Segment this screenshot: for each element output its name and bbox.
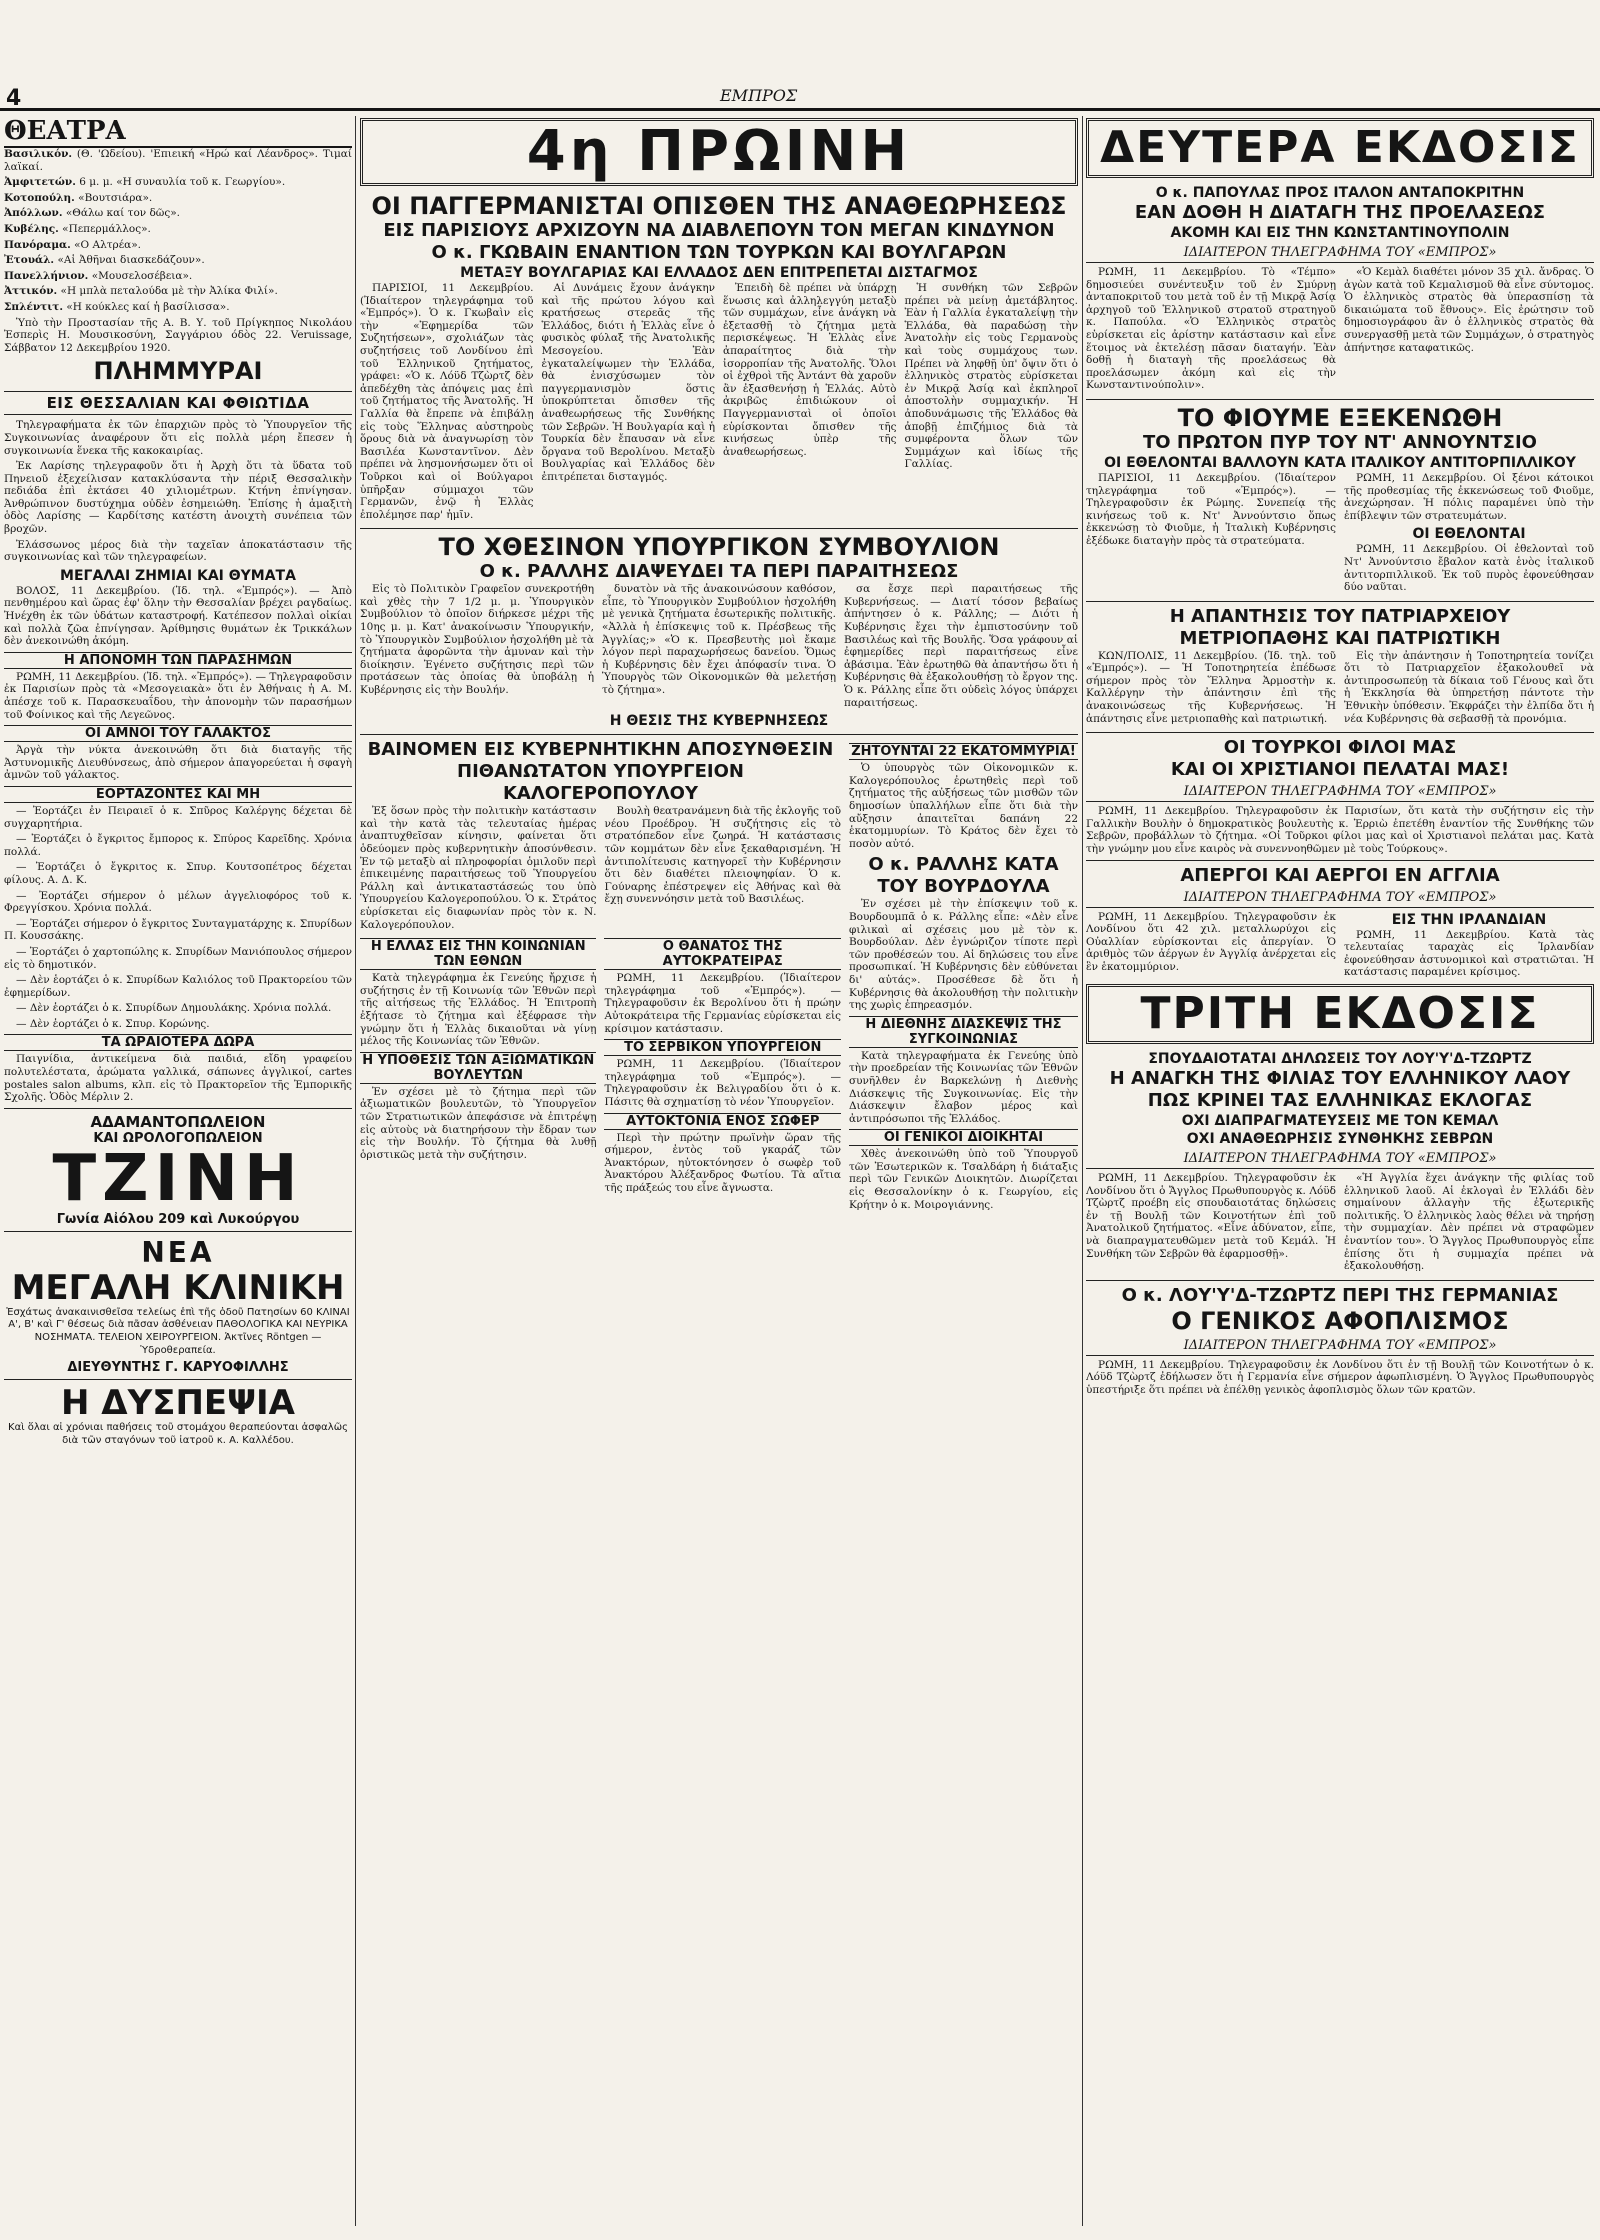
left-column (4, 116, 352, 2226)
headline: ΑΚΟΜΗ ΚΑΙ ΕΙΣ ΤΗΝ ΚΩΝΣΤΑΝΤΙΝΟΥΠΟΛΙΝ (1170, 225, 1510, 241)
text-column (905, 282, 1079, 524)
feast-list (4, 805, 352, 1031)
brief-text: ΡΩΜΗ, 11 Δεκεμβρίου. (Ἰδ. τηλ. «Ἐμπρός»). — Τηλεγραφοῦσιν ἐκ Παρισίων πρὸς τὰ «Μεσογειακὰ» ὅτι ἐν Ἀθήναις ἡ Α. Μ. ἀπέσχε τοῦ κ. Παρασκευαΐδου, τὴν ἀπονομὴν τῶν παρασήμων τοῦ Φοίνικος καὶ τῆς Λεγεῶνος. (4, 670, 352, 721)
paragraph: ΡΩΜΗ, 11 Δεκεμβρίου. Οἱ ξένοι κάτοικοι τῆς προθεσμίας τῆς ἐκκενώσεως τοῦ Φιοῦμε, ἀνεχώρησαν. Ἡ πόλις παραμένει ὑπὸ τὴν ἐπίβλεψιν τῶν στρατευμάτων. (1344, 471, 1594, 522)
theatre-name: Πανελλήνιον. (4, 269, 89, 282)
divider (1086, 860, 1594, 861)
brief-text: Ὁ ὑπουργὸς τῶν Οἰκονομικῶν κ. Καλογερόπουλος ἐρωτηθεὶς περὶ τοῦ ζητήματος τῆς αὐξήσεως τῶν μισθῶν τῶν δημοσίων ὑπαλλήλων εἶπε ὅτι διὰ τὴν αὔξησιν ἀπαιτεῖται δαπάνη 22 ἑκατομμυρίων. Τὸ Κράτος δὲν ἔχει τὸ ποσὸν αὐτό. (848, 762, 1078, 850)
article-body (1086, 266, 1594, 395)
paragraph: Εἰς τὸ Πολιτικὸν Γραφεῖον συνεκροτήθη καὶ χθὲς τὴν 7 1/2 μ. μ. Ὑπουργικὸν Συμβούλιον τὸ ὁποῖον διήρκεσε μέχρι τῆς 10ης μ. μ. Κατ' ἀνακοίνωσιν Ὑπουργικήν, τὸ Ὑπουργικὸν Συμβούλιον ἠσχολήθη μὲ τὰ ζητήματα ἀφορῶντα τὴν ἀμυναν καὶ τὴν διοίκησιν. Ἐγένετο συζήτησις περὶ τῶν προτάσεων τὰς ὁποίας θὰ ὑποβάλῃ ἡ Κυβέρνησις εἰς τὴν Βουλήν. (360, 583, 594, 697)
divider (4, 1379, 352, 1380)
council-article-body (360, 583, 1078, 712)
politics-briefs (360, 934, 841, 1198)
paragraph: ΡΩΜΗ, 11 Δεκεμβρίου. Τηλεγραφοῦσιν ἐκ Λονδίνου ὅτι 42 χιλ. μεταλλωρύχοι εἰς Οὐαλλίαν εὑρίσκονται εἰς ἀπεργίαν. Ὁ ἀριθμὸς τῶν ἀέργων ἐν Ἀγγλίᾳ ἀνέρχεται εἰς ἓν ἑκατομμύριον. (1086, 910, 1336, 973)
feast-item: — Ἐορτάζει ὁ ἔγκριτος ἔμπορος κ. Σπύρος Καρεῖδης. Χρόνια πολλά. (4, 833, 352, 858)
text-column (604, 805, 840, 934)
brief-item (4, 652, 352, 721)
brief-item (4, 725, 352, 782)
feast-item: — Δὲν ἑορτάζει ὁ κ. Σπυρ. Κορώνης. (16, 1017, 210, 1030)
headline: ΟΧΙ ΑΝΑΘΕΩΡΗΣΙΣ ΣΥΝΘΗΚΗΣ ΣΕΒΡΩΝ (1186, 1131, 1494, 1147)
brief-headline: ΕΟΡΤΑΖΟΝΤΕΣ ΚΑΙ ΜΗ (4, 786, 352, 803)
feast-item: — Ἐορτάζει σήμερον ὁ ἔγκριτος Συνταγματάρχης κ. Σπυρίδων Π. Κουσσάκης. (4, 917, 352, 943)
brief-headline: ΤΟ ΣΕΡΒΙΚΟΝ ΥΠΟΥΡΓΕΙΟΝ (604, 1039, 840, 1056)
theatre-name: Ἀπόλλων. (4, 207, 63, 220)
brief-headline: Η ΥΠΟΘΕΣΙΣ ΤΩΝ ΑΞΙΩΜΑΤΙΚΩΝ ΒΟΥΛΕΥΤΩΝ (360, 1052, 596, 1084)
theatre-listing (4, 176, 352, 189)
brief-item (4, 1034, 352, 1103)
brief-text: ΡΩΜΗ, 11 Δεκεμβρίου. (Ἰδιαίτερον τηλεγράφημα τοῦ «Ἐμπρός»). — Τηλεγραφοῦσιν ἐκ Βελιγραδίου ὅτι ὁ κ. Πάσιτς θὰ σχηματίσῃ τὸ νέον Ὑπουργεῖον. (604, 1058, 841, 1108)
brief-text: Παιγνίδια, ἀντικείμενα διὰ παιδιά, εἴδη γραφείου πολυτελέστατα, ἀρώματα γαλλικά, σάπωνες ἀγγλικοί, cartes postales salon albums, κλπ. εἰς τὸ Πρακτορεῖον τῆς Ἐμπορικῆς Σχολῆς. Ὁδὸς Μέρλιν 2. (4, 1053, 352, 1104)
headline: Η ΑΝΑΓΚΗ ΤΗΣ ΦΙΛΙΑΣ ΤΟΥ ΕΛΛΗΝΙΚΟΥ ΛΑΟΥ (1109, 1068, 1571, 1089)
flood-paragraph: Τηλεγραφήματα ἐκ τῶν ἐπαρχιῶν πρὸς τὸ Ὑπουργεῖον τῆς Συγκοινωνίας ἀναφέρουν ὅτι εἰς πολλὰ μέρη ἔπεσεν ἡ συγκοινωνία ἕνεκα τῆς κακοκαιρίας. (4, 419, 352, 457)
headline: Η ΑΠΑΝΤΗΣΙΣ ΤΟΥ ΠΑΤΡΙΑΡΧΕΙΟΥ (1169, 605, 1511, 627)
council-headline: ΤΟ ΧΘΕΣΙΝΟΝ ΥΠΟΥΡΓΙΚΟΝ ΣΥΜΒΟΥΛΙΟΝ (438, 533, 1000, 562)
headline: ΤΟ ΦΙΟΥΜΕ ΕΞΕΚΕΝΩΘΗ (1177, 403, 1503, 432)
brief-headline: Ο ΘΑΝΑΤΟΣ ΤΗΣ ΑΥΤΟΚΡΑΤΕΙΡΑΣ (604, 938, 840, 970)
advertisement-dyspepsia (4, 1384, 352, 1447)
brief-text: Ἀργὰ τὴν νύκτα ἀνεκοινώθη ὅτι διὰ διαταγῆς τῆς Ἀστυνομικῆς Διευθύνσεως, ἀπὸ σήμερον ἀπαγορεύεται ἡ σφαγὴ ἀμνῶν τοῦ γάλακτος. (4, 744, 352, 782)
brief-headline: Η ΔΙΕΘΝΗΣ ΔΙΑΣΚΕΨΙΣ ΤΗΣ ΣΥΓΚΟΙΝΩΝΙΑΣ (849, 1016, 1078, 1048)
paragraph: ΡΩΜΗ, 11 Δεκεμβρίου. Τηλεγραφοῦσιν ἐκ Λονδίνου ὅτι ὁ Ἄγγλος Πρωθυπουργὸς κ. Λόϋδ Τζὼρτζ προέβη εἰς σπουδαιοτάτας δηλώσεις ἐν τῇ Βουλῇ τῶν Κοινοτήτων ἐπὶ τοῦ Ἀνατολικοῦ ζητήματος. «Εἶνε ἀδύνατον, εἶπε, νὰ διαπραγματευθῶμεν μετὰ τοῦ Κεμάλ. Ἡ Συνθήκη τῶν Σεβρῶν θὰ ἐφαρμοσθῇ». (1086, 1172, 1336, 1260)
feast-item: — Ἐορτάζει ὁ ἔγκριτος κ. Σπυρ. Κουτσοπέτρος δέχεται φίλους. Α. Δ. Κ. (4, 861, 352, 886)
side-briefs (849, 739, 1078, 1215)
politics-article (360, 739, 841, 1215)
theatre-program: «Πεπερμάλλος». (62, 222, 151, 235)
text-column (360, 282, 534, 524)
brief-item (360, 1052, 596, 1162)
theatre-listing (4, 223, 352, 236)
lead-subhead: ΕΙΣ ΠΑΡΙΣΙΟΥΣ ΑΡΧΙΖΟΥΝ ΝΑ ΔΙΑΒΛΕΠΟΥΝ ΤΟΝ ΜΕΓΑΝ ΚΙΝΔΥΝΟΝ (383, 220, 1055, 241)
brief-text: Χθὲς ἀνεκοινώθη ὑπὸ τοῦ Ὑπουργοῦ τῶν Ἐσωτερικῶν κ. Τσαλδάρη ἡ διάταξις περὶ τῶν Γενικῶν Διοικητῶν. Διωρίζεται εἰς Θεσσαλονίκην ὁ κ. Γεωργίου, εἰς Κρήτην ὁ κ. Μοιρογιάννης. (848, 1148, 1078, 1211)
divider (1086, 732, 1594, 733)
theatre-listing (4, 254, 352, 267)
article-body (1086, 911, 1594, 982)
brief-item (604, 938, 840, 1035)
divider (1086, 1280, 1594, 1281)
divider (1086, 601, 1594, 602)
theatre-name: Κυβέλης. (4, 222, 59, 235)
theatre-listing (4, 270, 352, 283)
theatre-name: Ἐτουάλ. (4, 254, 55, 267)
headline: ΟΧΙ ΔΙΑΠΡΑΓΜΑΤΕΥΣΕΙΣ ΜΕ ΤΟΝ ΚΕΜΑΛ (1181, 1113, 1499, 1129)
dateline: ΙΔΙΑΙΤΕΡΟΝ ΤΗΛΕΓΡΑΦΗΜΑ ΤΟΥ «ΕΜΠΡΟΣ» (1086, 784, 1594, 802)
text-column (360, 583, 594, 712)
theatre-listing (4, 148, 352, 173)
paragraph: Αἱ Δυνάμεις ἔχουν ἀνάγκην καὶ τῆς πρώτου λόγου καὶ κρατήσεως στερεᾶς τῆς Ἑλλάδος, διότι ἡ Ἑλλὰς εἶνε ὁ φυσικὸς φύλαξ τῆς Ἀνατολικῆς Μεσογείου. Ἐὰν ἐγκαταλείψωμεν τὴν Ἑλλάδα, θὰ ἐνισχύσωμεν τὸν παγγερμανισμὸν ὅστις ὑποκρύπτεται ὄπισθεν τῆς ἀναθεωρήσεως τῆς Συνθήκης τῶν Σεβρῶν. Ἡ Βουλγαρία καὶ ἡ Τουρκία δὲν ἔπαυσαν νὰ εἶνε ὄργανα τοῦ Βερολίνου. Μεταξὺ Βουλγαρίας καὶ Ἑλλάδος δὲν ἐπιτρέπεται δισταγμός. (541, 282, 715, 483)
paragraph: σα ἔσχε περὶ παραιτήσεως τῆς Κυβερνήσεως. — Διατί τόσον βεβαίως ἀπήντησεν ὁ κ. Ράλλης; — Διότι ἡ Κυβέρνησις ἔχει τὴν ἐμπιστοσύνην τοῦ Βασιλέως καὶ τῆς Βουλῆς. Ὅσα γράφουν αἱ ἐφημερίδες περὶ παραιτήσεως εἶνε ἀβάσιμα. Ἐὰν ἐρωτηθῶ θὰ ἀπαντήσω ὅτι ἡ Κυβέρνησις θὰ ἐξακολουθήσῃ τὸ ἔργον της. Ὁ κ. Ράλλης εἶπε ὅτι οὐδεὶς λόγος ὑπάρχει παραιτήσεως. (844, 583, 1078, 709)
divider (360, 528, 1078, 529)
theatre-listing (4, 301, 352, 314)
lead-headline: ΟΙ ΠΑΓΓΕΡΜΑΝΙΣΤΑΙ ΟΠΙΣΘΕΝ ΤΗΣ ΑΝΑΘΕΩΡΗΣΕΩΣ (371, 192, 1067, 220)
brief-item (849, 1129, 1078, 1211)
brief-text: Κατὰ τηλεγράφημα ἐκ Γενεύης ἤρχισε ἡ συζήτησις ἐν τῇ Κοινωνίᾳ τῶν Ἐθνῶν περὶ τῆς αἰτήσεως τῆς Ἑλλάδος. Ἡ Ἐπιτροπὴ ἐξήτασε τὸ ζήτημα καὶ ἐξέφρασε τὴν γνώμην ὅτι ἡ Ἑλλὰς δικαιοῦται νὰ γίνῃ μέλος τῆς Κοινωνίας τῶν Ἐθνῶν. (360, 972, 597, 1048)
advertisement-jeweler (4, 1113, 352, 1227)
theatre-program: «Η μπλὰ πεταλούδα μὲ τὴν Ἀλίκα Φιλί». (60, 285, 278, 298)
ad-address: Γωνία Αἰόλου 209 καὶ Λυκούργου (56, 1211, 300, 1227)
paragraph: ΠΑΡΙΣΙΟΙ, 11 Δεκεμβρίου. (Ἰδιαίτερον τηλεγράφημα τοῦ «Ἐμπρός»). Ὁ κ. Γκωβαὶν εἰς τὴν «Ἐφημερίδα τῶν Συζητήσεων», σχολιάζων τὰς συζητήσεις τοῦ Λονδίνου ἐπὶ τοῦ Ἑλληνικοῦ ζητήματος, γράφει: «Ὁ κ. Λόϋδ Τζὼρτζ δὲν ἀπεδέχθη τὰς ἀπόψεις μας ἐπὶ τοῦ ζητήματος τῆς Ἀνατολῆς. Ἡ Γαλλία θὰ ἔπρεπε νὰ ἐπιβάλῃ εἰς τοὺς Ἕλληνας αὐστηροὺς ὅρους διὰ νὰ ἀναγνωρίσῃ τὸν Βασιλέα Κωνσταντῖνον. Δὲν πρέπει νὰ λησμονήσωμεν ὅτι οἱ Τοῦρκοι καὶ οἱ Βούλγαροι ὑπῆρξαν σύμμαχοι τῶν Γερμανῶν, ἐνῷ ἡ Ἑλλὰς ἐπολέμησε παρ' ἡμῖν. (360, 282, 534, 521)
page-number: 4 (6, 86, 22, 111)
headline: ΟΙ ΕΘΕΛΟΝΤΑΙ ΒΑΛΛΟΥΝ ΚΑΤΑ ΙΤΑΛΙΚΟΥ ΑΝΤΙΤΟΡΠΙΛΛΙΚΟΥ (1104, 454, 1576, 471)
divider (4, 1108, 352, 1109)
lower-center (360, 739, 1078, 1215)
masthead-rule (0, 88, 1600, 111)
brief-headline: ΑΥΤΟΚΤΟΝΙΑ ΕΝΟΣ ΣΩΦΕΡ (604, 1113, 840, 1130)
paragraph: ΡΩΜΗ, 11 Δεκεμβρίου. Τηλεγραφοῦσιν ἐκ Λονδίνου ὅτι ἐν τῇ Βουλῇ τῶν Κοινοτήτων ὁ κ. Λόϋδ Τζὼρτζ ἐδήλωσεν ὅτι ἡ Γερμανία εἶνε σήμερον ἀφωπλισμένη. Ὁ Ἄγγλος Πρωθυπουργὸς ὑπεστήριξε ὅτι πρέπει νὰ ἐπέλθῃ γενικὸς ἀφοπλισμὸς ὅλων τῶν κρατῶν. (1086, 1358, 1594, 1396)
dateline: ΙΔΙΑΙΤΕΡΟΝ ΤΗΛΕΓΡΑΦΗΜΑ ΤΟΥ «ΕΜΠΡΟΣ» (1086, 1338, 1594, 1356)
divider (1086, 399, 1594, 400)
ad-line: ΝΕΑ (141, 1235, 215, 1269)
edition-banner-frame (360, 118, 1078, 186)
brief-item (4, 786, 352, 1031)
feast-item: — Δὲν ἑορτάζει ὁ κ. Σπυρίδων Καλιόλος τοῦ Πρακτορείου τῶν ἐφημερίδων. (4, 974, 352, 999)
paragraph: ΚΩΝ/ΠΟΛΙΣ, 11 Δεκεμβρίου. (Ἰδ. τηλ. τοῦ «Ἐμπρός»). — Ἡ Τοποτηρητεία ἐπέδωσε σήμερον πρὸς τὸν Ἕλληνα Ἁρμοστὴν κ. Καλλέργην τὴν ἀπάντησιν ἐπὶ τῆς ἀνακοινώσεως τῆς Κυβερνήσεως. Ἡ ἀπάντησις εἶνε μετριοπαθὴς καὶ πατριωτική. (1086, 649, 1336, 725)
theatre-program: (Θ. 'Ωδείου). 'Επιεική «Ηρώ καί Λέανδρος». Τιμαί λαϊκαί. (4, 148, 352, 173)
brief-headline: ΟΙ ΑΜΝΟΙ ΤΟΥ ΓΑΛΑΚΤΟΣ (4, 725, 352, 742)
theatre-name: Σπλέντιτ. (4, 300, 64, 313)
politics-subhead: ΠΙΘΑΝΩΤΑΤΟΝ ΥΠΟΥΡΓΕΙΟΝ ΚΑΛΟΓΕΡΟΠΟΥΛΟΥ (457, 761, 744, 805)
theatre-program: «Θάλω καί τον δῶς». (65, 207, 181, 220)
brief-text: ΡΩΜΗ, 11 Δεκεμβρίου. (Ἰδιαίτερον τηλεγράφημα τοῦ «Ἐμπρός»). — Τηλεγραφοῦσιν ἐκ Βερολίνου ὅτι ἡ πρώην Αὐτοκράτειρα τῆς Γερμανίας εὑρίσκεται εἰς κρίσιμον κατάστασιν. (604, 972, 841, 1035)
ad-director: ΔΙΕΥΘΥΝΤΗΣ Γ. ΚΑΡΥΟΦΙΛΛΗΣ (67, 1360, 289, 1376)
text-column (602, 583, 836, 712)
paragraph: Εἰς τὴν ἀπάντησιν ἡ Τοποτηρητεία τονίζει ὅτι τὸ Πατριαρχεῖον ἐξακολουθεῖ νὰ ἀντιπροσωπεύῃ τὰ δίκαια τοῦ Γένους καὶ ὅτι ἡ Ἐκκλησία θὰ ὑπηρετήσῃ πάντοτε τὴν Ἐθνικὴν ὑπόθεσιν. Ἐκφράζει τὴν ἐλπίδα ὅτι ἡ νέα Κυβέρνησις θὰ σεβασθῇ τὰ προνόμια. (1344, 649, 1594, 725)
text-column (723, 282, 897, 524)
paper-name: ΕΜΠΡΟΣ (720, 86, 798, 105)
lead-subhead: ΜΕΤΑΞΥ ΒΟΥΛΓΑΡΙΑΣ ΚΑΙ ΕΛΛΑΔΟΣ ΔΕΝ ΕΠΙΤΡΕΠΕΤΑΙ ΔΙΣΤΑΓΜΟΣ (460, 265, 978, 281)
lead-article-body (360, 282, 1078, 524)
divider (360, 734, 1078, 735)
feast-item: — Ἐορτάζει ὁ χαρτοπώλης κ. Σπυρίδων Μανιόπουλος σήμερον εἰς τὸ δημοτικόν. (4, 945, 352, 971)
center-column (360, 116, 1078, 2226)
text-column (360, 805, 596, 934)
text-column (844, 583, 1078, 712)
damage-headline: ΜΕΓΑΛΑΙ ΖΗΜΙΑΙ ΚΑΙ ΘΥΜΑΤΑ (60, 567, 296, 584)
council-subhead: Ο κ. ΡΑΛΛΗΣ ΔΙΑΨΕΥΔΕΙ ΤΑ ΠΕΡΙ ΠΑΡΑΙΤΗΣΕΩΣ (479, 561, 959, 583)
theatre-program: «Αἱ Ἀθῆναι διασκεδάζουν». (57, 254, 205, 267)
paragraph: ΡΩΜΗ, 11 Δεκεμβρίου. Οἱ ἐθελονταὶ τοῦ Ντ' Ἀννούντσιο ἔβαλον κατὰ ἑνὸς ἰταλικοῦ ἀντιτορπιλλικοῦ. Ἐκ τοῦ πυρὸς ἐφονεύθησαν δύο ναῦται. (1344, 543, 1594, 594)
theatre-program: 6 μ. μ. «Η συναυλία τοῦ κ. Γεωργίου». (79, 176, 286, 189)
paragraph: Ἐπειδὴ δὲ πρέπει νὰ ὑπάρχῃ ἕνωσις καὶ ἀλληλεγγύη μεταξὺ τῶν συμμάχων, εἶνε ἀνάγκη νὰ ἐξετασθῇ τὸ ζήτημα μετὰ περισκέψεως. Ἡ Ἑλλὰς εἶνε ἀπαραίτητος διὰ τὴν ἰσορροπίαν τῆς Ἀνατολῆς. Ὅλοι οἱ ἐχθροὶ τῆς Ἀντάντ θὰ χαροῦν ἂν ἐξασθενήσῃ ἡ Ἑλλάς. Αὐτὸ ἀκριβῶς ἐπιδιώκουν οἱ Παγγερμανισταὶ οἱ ὁποῖοι εὑρίσκονται ὄπισθεν τῆς κινήσεως ὑπὲρ τῆς ἀναθεωρήσεως. (723, 282, 897, 458)
brief-text: Ἐν σχέσει μὲ τὸ ζήτημα περὶ τῶν ἀξιωματικῶν βουλευτῶν, τὸ Ὑπουργεῖον τῶν Στρατιωτικῶν ἀπεφάσισε νὰ ἐπιτρέψῃ εἰς αὐτοὺς νὰ διατηρήσουν τὴν ἔδραν των εἰς τὴν Βουλήν. Τὸ ζήτημα θὰ λυθῇ ὁριστικῶς μετὰ τὴν συζήτησιν. (360, 1085, 597, 1161)
headline: ΣΠΟΥΔΑΙΟΤΑΤΑΙ ΔΗΛΩΣΕΙΣ ΤΟΥ ΛΟΥ'Υ'Δ-ΤΖΩΡΤΖ (1148, 1051, 1532, 1067)
theatre-name: Ἀμφιτετών. (4, 176, 76, 189)
headline: ΕΑΝ ΔΟΘΗ Η ΔΙΑΤΑΓΗ ΤΗΣ ΠΡΟΕΛΑΣΕΩΣ (1134, 202, 1546, 223)
paragraph: Βουλὴ θεατρανάμενη διὰ τῆς ἐκλογῆς τοῦ νέου Προέδρου. Ἡ συζήτησις εἰς τὸ στρατόπεδον εἶνε ζωηρά. Ἡ κατάστασις τῶν κομμάτων δὲν εἶνε ξεκαθαρισμένη. Ἡ ἀντιπολίτευσις κατηγορεῖ τὴν Κυβέρνησιν ὅτι δὲν διαθέτει πλειοψηφίαν. Ὁ κ. Γούναρης ἐπέστρεψεν εἰς Ἀθήνας καὶ θὰ ἔχῃ συνεννόησιν μετὰ τοῦ Βασιλέως. (604, 805, 841, 906)
ad-brand: Η ΔΥΣΠΕΨΙΑ (61, 1383, 295, 1424)
right-column (1086, 116, 1594, 2226)
headline: Ο ΓΕΝΙΚΟΣ ΑΦΟΠΛΙΣΜΟΣ (1171, 1306, 1509, 1335)
headline: ΟΙ ΕΘΕΛΟΝΤΑΙ (1412, 526, 1526, 543)
edition-banner: 4η ΠΡΩΙΝΗ (526, 119, 912, 184)
edition-banner: ΤΡΙΤΗ ΕΚΔΟΣΙΣ (1140, 988, 1540, 1039)
brief-text: Περὶ τὴν πρώτην πρωϊνὴν ὥραν τῆς σήμερον, ἐντὸς τοῦ γκαράζ τῶν Ἀνακτόρων, ηὐτοκτόνησεν ὁ σωφὲρ τοῦ Ἀνακτόρου Ἀλέξανδρος Φωτίου. Τὰ αἴτια τῆς πράξεώς του εἶνε ἄγνωστα. (604, 1131, 841, 1194)
advertisement-clinic (4, 1236, 352, 1375)
paragraph: Ἡ συνθήκη τῶν Σεβρῶν πρέπει νὰ μείνῃ ἀμετάβλητος. Ἐὰν ἡ Γαλλία ἐγκαταλείψῃ τὴν Ἑλλάδα, θὰ παραδώσῃ τὴν Ἀνατολὴν εἰς τοὺς Γερμανοὺς καὶ τοὺς συμμάχους των. Πρέπει νὰ ληφθῇ ὑπ' ὄψιν ὅτι ὁ ἑλληνικὸς στρατὸς εὑρίσκεται ἐν Μικρᾷ Ἀσίᾳ καὶ ἐκπληροῖ ἀποστολὴν συμμαχικήν. Ἡ ἀποδυνάμωσις τῆς Ἑλλάδος θὰ ἀποβῇ ἐπιζήμιος διὰ τὰ συμφέροντα ὅλων τῶν Συμμάχων καὶ ἰδίως τῆς Γαλλίας. (904, 282, 1078, 471)
lead-subhead: Ο κ. ΓΚΩΒΑΙΝ ΕΝΑΝΤΙΟΝ ΤΩΝ ΤΟΥΡΚΩΝ ΚΑΙ ΒΟΥΛΓΑΡΩΝ (431, 242, 1007, 263)
theatre-name: Πανόραμα. (4, 238, 71, 251)
theatre-program: «Ο Αλτρέα». (74, 238, 142, 251)
headline: ΚΑΙ ΟΙ ΧΡΙΣΤΙΑΝΟΙ ΠΕΛΑΤΑΙ ΜΑΣ! (1170, 759, 1510, 781)
damage-paragraph: ΒΟΛΟΣ, 11 Δεκεμβρίου. (Ἰδ. τηλ. «Ἐμπρός»). — Ἀπὸ πενθημέρου καὶ ὥρας ἐφ' ὅλην τὴν Θεσσαλίαν βρέχει ραγδαίως. Ἠνέχθη ἐκ τῶν ὑδάτων καταστροφή. Κατέπεσον πολλαὶ οἰκίαι καὶ πολλὰ ζῶα ἐπνίγησαν. Ἀρίθμησις θυμάτων ἐκ Τρικκάλων δὲν ἀνεκοινώθη ἀκόμη. (4, 584, 352, 648)
brief-item (849, 743, 1078, 850)
theatre-name: Βασιλικόν. (4, 148, 73, 160)
brief-headline: Η ΕΛΛΑΣ ΕΙΣ ΤΗΝ ΚΟΙΝΩΝΙΑΝ ΤΩΝ ΕΘΝΩΝ (360, 938, 596, 970)
concert-notice: Ὑπὸ τὴν Προστασίαν τῆς Α. Β. Υ. τοῦ Πρίγκηπος Νικολάου Ἐσπερὶς Η. Μουσικοσύνη, Σαγγάριου όδὸς 22. Veruissage, Σάββατον 12 Δεκεμβρίου 1920. (4, 316, 352, 354)
article-body (1086, 472, 1594, 597)
divider (4, 1231, 352, 1232)
paragraph: δυνατὸν νὰ τῆς ἀνακοινώσουν καθόσον, εἶπε, τὸ Ὑπουργικὸν Συμβούλιον ἠσχολήθη μὲ γενικὰ ζητήματα ἐσωτερικῆς πολιτικῆς. «Ἀλλὰ ἡ ἐπίσκεψις τοῦ κ. Πρέσβεως τῆς Ἀγγλίας;» «Ὁ κ. Πρεσβευτὴς μοὶ ἔκαμε λόγον περὶ παραχωρήσεως δανείου. Ὅμως ἡ Κυβέρνησις δὲν ἔχει ἀπόφασίν τινα. Ὁ Ὑπουργὸς τῶν Οἰκονομικῶν θὰ μελετήσῃ τὸ ζήτημα». (602, 583, 836, 697)
theatre-program: «Βουτσιάρα». (78, 191, 153, 204)
theatre-listing (4, 192, 352, 205)
dateline: ΙΔΙΑΙΤΕΡΟΝ ΤΗΛΕΓΡΑΦΗΜΑ ΤΟΥ «ΕΜΠΡΟΣ» (1086, 245, 1594, 263)
article-body (1086, 650, 1594, 729)
paragraph: ΠΑΡΙΣΙΟΙ, 11 Δεκεμβρίου. (Ἰδιαίτερον τηλεγράφημα τοῦ «Ἐμπρός»). — Τηλεγραφοῦσιν ἐκ Ρώμης. Συνεπείᾳ τῆς κινήσεως τοῦ κ. Ντ' Ἀννούντσιο ὅπως ἐκκενώσῃ τὸ Φιοῦμε, ἡ Ἰταλικὴ Κυβέρνησις ἐξέδωκε διαταγὴν πρὸς τὰ στρατεύματα. (1086, 471, 1336, 547)
paragraph: «Ὁ Κεμὰλ διαθέτει μόνον 35 χιλ. ἄνδρας. Ὁ ἀγὼν κατὰ τοῦ Κεμαλισμοῦ θὰ εἶνε σύντομος. Ὁ ἑλληνικὸς στρατὸς θὰ ὑπερασπίσῃ τὰ δικαιώματα τοῦ ἔθνους». Εἰς ἐρώτησιν τοῦ δημοσιογράφου ἂν ὁ ἑλληνικὸς στρατὸς θὰ συνεργασθῇ μετὰ τῶν Συμμάχων, ὁ στρατηγὸς ἀπήντησε καταφατικῶς. (1344, 266, 1594, 354)
theatres-section-title: ΘΕΑΤΡΑ (4, 116, 352, 148)
dateline: ΙΔΙΑΙΤΕΡΟΝ ΤΗΛΕΓΡΑΦΗΜΑ ΤΟΥ «ΕΜΠΡΟΣ» (1086, 890, 1594, 908)
theatre-program: «Η κούκλες καί ἡ βασίλισσα». (66, 300, 230, 313)
feast-item: — Δὲν ἑορτάζει ὁ κ. Σπυρίδων Δημουλάκης. Χρόνια πολλά. (16, 1002, 332, 1015)
flood-paragraph: Ἐκ Λαρίσης τηλεγραφοῦν ὅτι ἡ Ἀρχὴ ὅτι τὰ ὕδατα τοῦ Πηνειοῦ ἐξεχείλισαν κατακλύσαντα τὴν πέριξ Θεσσαλικὴν πεδιάδα ἐπὶ ἐκτάσει 40 χιλιομέτρων. Κτήνη ἐπνίγησαν. Ἀνθρώπινον δυστύχημα οὐδὲν ἐσημειώθη. Ἐπίσης ἡ ἀμαξιτὴ ὁδὸς Λαρίσης — Καρδίτσης κατέστη ἀνοιχτὴ συνέπεια τῶν βροχῶν. (4, 460, 352, 536)
theatre-listing (4, 285, 352, 298)
headline: Ο κ. ΛΟΥ'Υ'Δ-ΤΖΩΡΤΖ ΠΕΡΙ ΤΗΣ ΓΕΡΜΑΝΙΑΣ (1121, 1284, 1559, 1306)
headline: ΑΠΕΡΓΟΙ ΚΑΙ ΑΕΡΓΟΙ ΕΝ ΑΓΓΛΙΑ (1180, 864, 1500, 886)
dateline: ΙΔΙΑΙΤΕΡΟΝ ΤΗΛΕΓΡΑΦΗΜΑ ΤΟΥ «ΕΜΠΡΟΣ» (1086, 1151, 1594, 1169)
flood-paragraph: Ἐλάσσωνος μέρος διὰ τὴν ταχεῖαν ἀποκατάστασιν τῆς συγκοινωνίας καὶ τῶν τηλεγραφείων. (4, 538, 352, 564)
theatre-listing (4, 207, 352, 220)
brief-headline: ΟΙ ΓΕΝΙΚΟΙ ΔΙΟΙΚΗΤΑΙ (849, 1129, 1078, 1146)
headline: ΤΟ ΠΡΩΤΟΝ ΠΥΡ ΤΟΥ ΝΤ' ΑΝΝΟΥΝΤΣΙΟ (1143, 431, 1537, 453)
flood-subhead: ΕΙΣ ΘΕΣΣΑΛΙΑΝ ΚΑΙ ΦΘΙΩΤΙΔΑ (4, 391, 352, 415)
headline: ΜΕΤΡΙΟΠΑΘΗΣ ΚΑΙ ΠΑΤΡΙΩΤΙΚΗ (1179, 627, 1501, 649)
column-rule-1 (355, 116, 356, 2226)
brief-item (604, 1039, 840, 1108)
theatre-list (4, 148, 352, 314)
paragraph: Ἐξ ὅσων πρὸς τὴν πολιτικὴν κατάστασιν καὶ τὴν κατὰ τὰς τελευταίας ἡμέρας ἀναπτυχθεῖσαν κίνησιν, φαίνεται ὅτι ὁδεύομεν πρὸς κυβερνητικὴν ἀποσύνθεσιν. Ἐν τῷ μεταξὺ αἱ πληροφορίαι ὁμιλοῦν περὶ ἐπικειμένης παραιτήσεως τοῦ Ὑπουργείου Ράλλη καὶ ἀντικαταστάσεώς του ὑπὸ Ὑπουργείου Καλογεροπούλου. Ὁ κ. Στράτος εὑρίσκεται εἰς διαφωνίαν πρὸς τὸν κ. Ν. Καλογερόπουλον. (360, 805, 597, 931)
edition-banner: ΔΕΥΤΕΡΑ ΕΚΔΟΣΙΣ (1100, 122, 1580, 173)
ad-text: Καὶ ὅλαι αἱ χρόνιαι παθήσεις τοῦ στομάχου θεραπεύονται ἀσφαλῶς διὰ τῶν σταγόνων τοῦ ἰατροῦ κ. Α. Καλλέδου. (8, 1422, 348, 1446)
paragraph: ΡΩΜΗ, 11 Δεκεμβρίου. Τηλεγραφοῦσιν ἐκ Παρισίων, ὅτι κατὰ τὴν συζήτησιν εἰς τὴν Γαλλικὴν Βουλὴν ὁ δημοκρατικὸς βουλευτὴς κ. Ἐρριὼ ἐπετέθη ἐναντίον τῆς Συνθήκης τῶν Σεβρῶν, προβάλλων τὸ ζήτημα. «Οἱ Τοῦρκοι φίλοι μας καὶ οἱ Χριστιανοὶ πελάται μας. Κατὰ τὴν γνώμην μου εἶνε καιρὸς νὰ συνεννοηθῶμεν μὲ τοὺς Τούρκους». (1086, 805, 1594, 856)
brief-item (360, 938, 596, 1048)
ad-brand: ΜΕΓΑΛΗ ΚΛΙΝΙΚΗ (11, 1267, 345, 1308)
theatre-name: Ἀττικόν. (4, 285, 58, 298)
text-column (542, 282, 716, 524)
headline: ΕΙΣ ΤΗΝ ΙΡΛΑΝΔΙΑΝ (1391, 911, 1547, 928)
theatre-name: Κοτοπούλη. (4, 191, 75, 204)
paragraph: ΡΩΜΗ, 11 Δεκεμβρίου. Κατὰ τὰς τελευταίας ταραχὰς εἰς Ἰρλανδίαν ἐφονεύθησαν ἀστυνομικοὶ καὶ στρατιῶται. Ἡ κατάστασις παραμένει κρίσιμος. (1344, 928, 1594, 979)
brief-item (604, 1113, 840, 1195)
article-body (1086, 1172, 1594, 1276)
column-rule-2 (1082, 116, 1083, 2226)
ad-text: Ἐσχάτως ἀνακαινισθεῖσα τελείως ἐπὶ τῆς ὁδοῦ Πατησίων 60 ΚΛΙΝΑΙ Α', Β' καὶ Γ' θέσεως διὰ πᾶσαν ἀσθένειαν ΠΑΘΟΛΟΓΙΚΑ ΚΑΙ ΝΕΥΡΙΚΑ ΝΟΣΗΜΑΤΑ. ΤΕΛΕΙΟΝ ΧΕΙΡΟΥΡΓΕΙΟΝ. Ἀκτῖνες Röntgen — Ὑδροθεραπεία. (6, 1306, 350, 1356)
brief-headline: ΤΑ ΩΡΑΙΟΤΕΡΑ ΔΩΡΑ (4, 1034, 352, 1051)
brief-item (849, 1016, 1078, 1126)
paragraph: «Ἡ Ἀγγλία ἔχει ἀνάγκην τῆς φιλίας τοῦ ἑλληνικοῦ λαοῦ. Αἱ ἐκλογαὶ ἐν Ἑλλάδι δὲν σημαίνουν ἀλλαγὴν τῆς ἐξωτερικῆς πολιτικῆς. Ὁ ἑλληνικὸς λαὸς θέλει νὰ τηρήσῃ τὴν συμμαχίαν. Δὲν πρέπει νὰ στραφῶμεν ἐναντίον του». Ὁ Ἄγγλος Πρωθυπουργὸς εἶπε ἐπίσης ὅτι ἡ συμμαχία πρέπει νὰ ἐξακολουθήσῃ. (1344, 1172, 1594, 1273)
politics-body (360, 805, 841, 934)
ad-brand: ΤΖΙΝΗ (52, 1141, 304, 1216)
headline: ΟΙ ΤΟΥΡΚΟΙ ΦΙΛΟΙ ΜΑΣ (1223, 737, 1457, 759)
council-section-label: Η ΘΕΣΙΣ ΤΗΣ ΚΥΒΕΡΝΗΣΕΩΣ (609, 713, 829, 730)
brief-headline: ZHTOYNTAI 22 ΕΚΑΤΟΜΜΥΡΙΑ! (849, 743, 1078, 760)
feast-item: — Ἐορτάζει ἐν Πειραιεῖ ὁ κ. Σπῦρος Καλέργης δέχεται δὲ συγχαρητήρια. (4, 804, 352, 830)
feast-item: — Ἐορτάζει σήμερον ὁ μέλων ἀγγελιοφόρος τοῦ κ. Φρεγγίσκου. Χρόνια πολλά. (4, 889, 352, 915)
ad-line: ΑΔΑΜΑΝΤΟΠΩΛΕΙΟΝ (90, 1112, 266, 1131)
brief-text: Κατὰ τηλεγραφήματα ἐκ Γενεύης ὑπὸ τὴν προεδρείαν τῆς Κοινωνίας τῶν Ἐθνῶν συνῆλθεν ἐν Βαρκελώνῃ ἡ Διεθνὴς Διάσκεψις τῆς Συγκοινωνίας. Εἰς τὴν Διάσκεψιν ἔλαβον μέρος καὶ ἀντιπρόσωποι τῆς Ἑλλάδος. (848, 1049, 1078, 1125)
headline: Ο κ. ΠΑΠΟΥΛΑΣ ΠΡΟΣ ΙΤΑΛΟΝ ΑΝΤΑΠΟΚΡΙΤΗΝ (1155, 185, 1525, 201)
edition-banner-frame (1086, 984, 1594, 1044)
theatre-program: «Μουσελοσέβεια». (91, 269, 193, 282)
rallis-text: Ἐν σχέσει μὲ τὴν ἐπίσκεψιν τοῦ κ. Βουρδουμπᾶ ὁ κ. Ράλλης εἶπε: «Δὲν εἶνε φιλικαὶ αἱ σχέσεις μου μὲ τὸν κ. Βουρδούλαν. Δὲν ἐγνώριζον τίποτε περὶ τῶν προθέσεών του. Αἱ δηλώσεις του εἶνε προσωπικαί. Ἡ Κυβέρνησις δὲν εὐθύνεται δι' αὐτάς». Προσέθεσε δὲ ὅτι ἡ Κυβέρνησις θὰ ἀκολουθήσῃ τὴν πολιτικὴν της χωρὶς ἐπηρεασμόν. (848, 898, 1078, 1012)
paragraph: ΡΩΜΗ, 11 Δεκεμβρίου. Τὸ «Τέμπο» δημοσιεύει συνέντευξιν τοῦ ἐν Σμύρνῃ ἀνταποκριτοῦ του μετὰ τοῦ ἐν τῇ Μικρᾷ Ἀσίᾳ ἀρχηγοῦ τοῦ Ἑλληνικοῦ στρατοῦ στρατηγοῦ κ. Παπούλα. «Ὁ Ἑλληνικὸς στρατὸς εὑρίσκεται εἰς ἀρίστην κατάστασιν καὶ εἶνε ἕτοιμος νὰ ἐκτελέσῃ πᾶσαν διαταγήν. Ἐὰν δοθῇ ἡ διαταγὴ τῆς προελάσεως θὰ προελάσωμεν ἀκόμη καὶ εἰς τὴν Κωνσταντινούπολιν». (1086, 266, 1336, 392)
rallis-headline: Ο κ. ΡΑΛΛΗΣ ΚΑΤΑ ΤΟΥ ΒΟΥΡΔΟΥΛΑ (868, 854, 1059, 898)
headline: ΠΩΣ ΚΡΙΝΕΙ ΤΑΣ ΕΛΛΗΝΙΚΑΣ ΕΚΛΟΓΑΣ (1147, 1090, 1533, 1111)
politics-headline: ΒΑΙΝΟΜΕΝ ΕΙΣ ΚΥΒΕΡΝΗΤΙΚΗΝ ΑΠΟΣΥΝΘΕΣΙΝ (367, 739, 834, 761)
theatre-listing (4, 239, 352, 252)
flood-headline: ΠΛΗΜΜΥΡΑΙ (93, 357, 263, 386)
ad-line: ΚΑΙ ΩΡΟΛΟΓΟΠΩΛΕΙΟΝ (93, 1130, 263, 1146)
edition-banner-frame (1086, 118, 1594, 178)
brief-headline: Η ΑΠΟΝΟΜΗ ΤΩΝ ΠΑΡΑΣΗΜΩΝ (4, 652, 352, 669)
